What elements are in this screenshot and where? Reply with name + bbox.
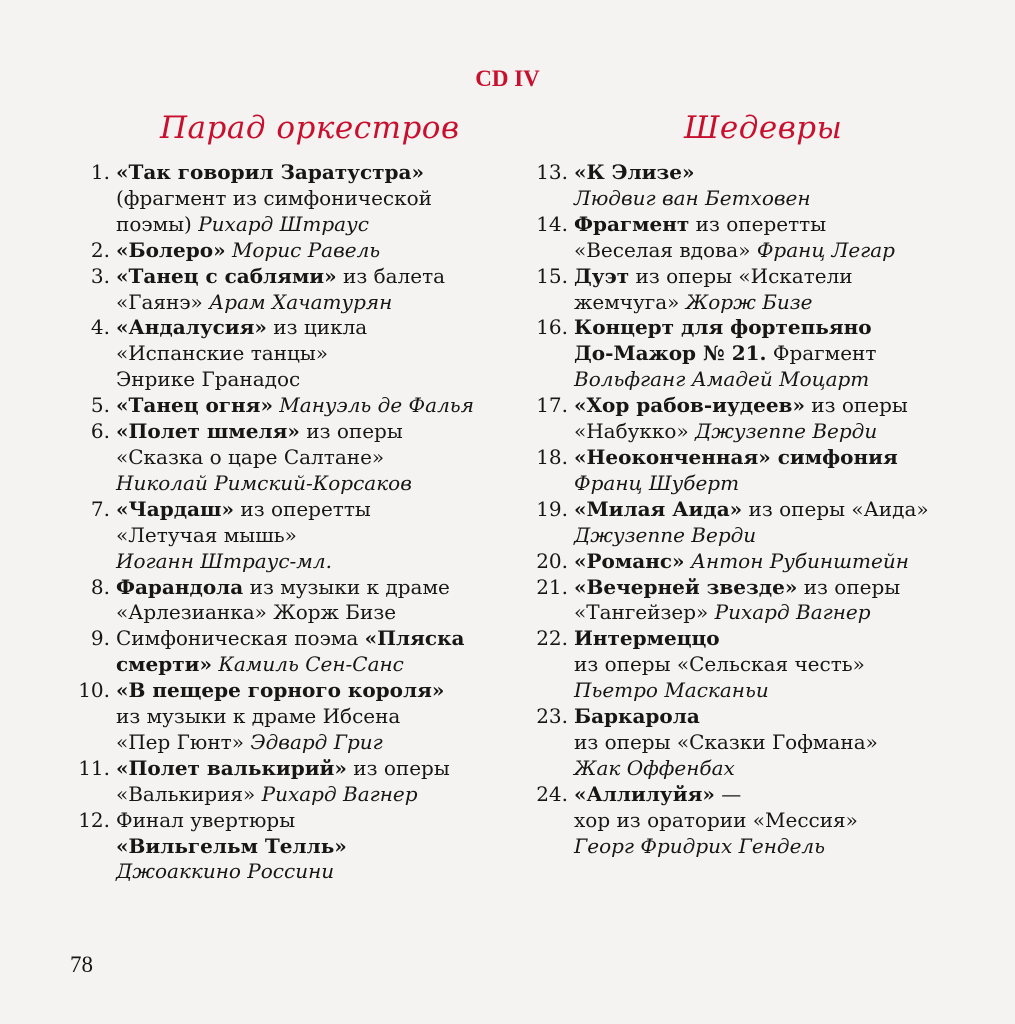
track-line bbox=[116, 782, 515, 808]
track-description bbox=[116, 315, 515, 393]
track-text: жемчуга» bbox=[574, 289, 686, 314]
track-line bbox=[116, 575, 515, 601]
track-line bbox=[574, 419, 980, 445]
track-description bbox=[116, 419, 515, 497]
work-title: «Аллилуйя» bbox=[574, 781, 715, 806]
track-line bbox=[116, 497, 515, 523]
track-text: из оперы bbox=[797, 574, 901, 599]
track-number: 16. bbox=[536, 315, 568, 340]
track-line bbox=[116, 290, 515, 316]
tracklist-left bbox=[70, 160, 515, 885]
track-line bbox=[116, 652, 515, 678]
track-line bbox=[574, 575, 980, 601]
track-number: 8. bbox=[90, 574, 110, 599]
track-number: 11. bbox=[78, 755, 110, 780]
track-number: 3. bbox=[90, 263, 110, 288]
track-line bbox=[116, 238, 515, 264]
track-number: 2. bbox=[90, 237, 110, 262]
composer-name: Рихард Вагнер bbox=[714, 600, 871, 625]
track-item bbox=[70, 808, 515, 886]
track-number: 9. bbox=[90, 626, 110, 651]
track-text: из оперы «Аида» bbox=[742, 496, 929, 521]
work-title: «Танец огня» bbox=[116, 393, 273, 418]
track-number: 1. bbox=[90, 160, 110, 184]
track-number: 12. bbox=[78, 807, 110, 832]
track-text: из оперетты bbox=[689, 211, 827, 236]
track-item bbox=[70, 238, 515, 264]
tracklist-right bbox=[520, 160, 980, 859]
track-description bbox=[116, 264, 515, 316]
track-text: «Пер Гюнт» bbox=[116, 729, 251, 754]
work-title: Интермеццо bbox=[574, 626, 720, 651]
track-text: из оперы bbox=[346, 755, 450, 780]
track-description bbox=[574, 315, 980, 393]
work-title: «Неоконченная» симфония bbox=[574, 444, 898, 469]
track-line bbox=[116, 626, 515, 652]
track-line bbox=[116, 393, 515, 419]
track-item bbox=[520, 393, 980, 445]
work-title: «Вечерней звезде» bbox=[574, 574, 798, 599]
track-line bbox=[574, 238, 980, 264]
work-title: «Так говорил Заратустра» bbox=[116, 160, 424, 184]
track-number: 7. bbox=[90, 496, 110, 521]
track-number: 24. bbox=[536, 781, 568, 806]
track-line bbox=[116, 367, 515, 393]
track-text: из музыки к драме Ибсена bbox=[116, 704, 401, 729]
composer-name: Антон Рубинштейн bbox=[684, 548, 909, 573]
composer-name: Джузеппе Верди bbox=[695, 419, 878, 444]
track-number: 20. bbox=[536, 548, 568, 573]
track-line bbox=[116, 678, 515, 704]
composer-name: Франц Шуберт bbox=[574, 470, 740, 495]
track-text: — bbox=[714, 781, 742, 806]
track-line bbox=[574, 212, 980, 238]
section-heading-parade: Парад оркестров bbox=[160, 110, 460, 146]
work-title: Баркарола bbox=[574, 704, 700, 729]
composer-name: Рихард Вагнер bbox=[261, 781, 418, 806]
track-text: из оперы «Сказки Гофмана» bbox=[574, 729, 878, 754]
work-title: «Чардаш» bbox=[116, 496, 234, 521]
track-line bbox=[116, 600, 515, 626]
composer-name: Пьетро Масканьи bbox=[574, 678, 769, 703]
track-description bbox=[574, 445, 980, 497]
track-line bbox=[116, 315, 515, 341]
track-line bbox=[574, 652, 980, 678]
track-line bbox=[574, 497, 980, 523]
track-item bbox=[70, 419, 515, 497]
track-text: из оперы bbox=[299, 419, 403, 444]
work-title: «Хор рабов-иудеев» bbox=[574, 393, 805, 418]
track-line bbox=[574, 678, 980, 704]
track-line bbox=[116, 808, 515, 834]
track-line bbox=[116, 756, 515, 782]
track-description bbox=[116, 756, 515, 808]
track-text: Фрагмент bbox=[766, 341, 877, 366]
track-description bbox=[574, 212, 980, 264]
track-text: «Арлезианка» Жорж Бизе bbox=[116, 600, 397, 625]
track-line bbox=[574, 264, 980, 290]
work-title: Фарандола bbox=[116, 574, 244, 599]
track-item bbox=[70, 626, 515, 678]
work-title: «Милая Аида» bbox=[574, 496, 743, 521]
track-line bbox=[116, 523, 515, 549]
work-title: смерти» bbox=[116, 652, 212, 677]
track-line bbox=[574, 186, 980, 212]
track-item bbox=[70, 575, 515, 627]
work-title: «Вильгельм Телль» bbox=[116, 833, 347, 858]
track-line bbox=[116, 445, 515, 471]
track-line bbox=[116, 160, 515, 186]
track-item bbox=[70, 393, 515, 419]
track-item bbox=[520, 497, 980, 549]
track-text: из оперы bbox=[804, 393, 908, 418]
track-item bbox=[520, 549, 980, 575]
track-item bbox=[70, 315, 515, 393]
track-description bbox=[574, 393, 980, 445]
track-line bbox=[116, 859, 515, 885]
track-text: «Испанские танцы» bbox=[116, 341, 329, 366]
composer-name: Джузеппе Верди bbox=[574, 522, 757, 547]
composer-name: Арам Хачатурян bbox=[209, 289, 393, 314]
track-item bbox=[520, 212, 980, 264]
track-line bbox=[574, 393, 980, 419]
composer-name: Джоаккино Россини bbox=[116, 859, 335, 884]
track-number: 10. bbox=[78, 678, 110, 703]
composer-name: Камиль Сен-Санс bbox=[212, 652, 404, 677]
track-description bbox=[116, 678, 515, 756]
track-item bbox=[520, 782, 980, 860]
track-description bbox=[574, 575, 980, 627]
track-description bbox=[116, 626, 515, 678]
page-number: 78 bbox=[70, 952, 93, 977]
track-text: из цикла bbox=[266, 315, 368, 340]
composer-name: Мануэль де Фалья bbox=[272, 393, 474, 418]
track-line bbox=[574, 290, 980, 316]
track-number: 17. bbox=[536, 393, 568, 418]
track-text: Энрике Гранадос bbox=[116, 367, 301, 392]
track-text: из оперы «Искатели bbox=[629, 263, 853, 288]
track-number: 21. bbox=[536, 574, 568, 599]
work-title: «Романс» bbox=[574, 548, 685, 573]
work-title: Фрагмент bbox=[574, 211, 690, 236]
track-item bbox=[70, 160, 515, 238]
track-line bbox=[116, 549, 515, 575]
track-line bbox=[574, 471, 980, 497]
composer-name: Жак Оффенбах bbox=[574, 755, 735, 780]
track-text: из балета bbox=[336, 263, 446, 288]
composer-name: Николай Римский-Корсаков bbox=[116, 470, 412, 495]
track-number: 13. bbox=[536, 160, 568, 184]
track-description bbox=[116, 808, 515, 886]
work-title: «Пляска bbox=[364, 626, 465, 651]
work-title: «Полет шмеля» bbox=[116, 419, 300, 444]
track-item bbox=[520, 264, 980, 316]
track-item bbox=[520, 626, 980, 704]
track-description bbox=[574, 160, 980, 212]
track-item bbox=[520, 704, 980, 782]
track-number: 23. bbox=[536, 704, 568, 729]
track-item bbox=[520, 315, 980, 393]
composer-name: Морис Равель bbox=[225, 237, 381, 262]
track-number: 14. bbox=[536, 211, 568, 236]
work-title: «Танец с саблями» bbox=[116, 263, 337, 288]
track-item bbox=[520, 160, 980, 212]
composer-name: Рихард Штраус bbox=[198, 211, 369, 236]
track-description bbox=[574, 497, 980, 549]
track-line bbox=[574, 341, 980, 367]
track-line bbox=[574, 730, 980, 756]
work-title: «Андалусия» bbox=[116, 315, 267, 340]
track-number: 6. bbox=[90, 419, 110, 444]
track-description bbox=[574, 626, 980, 704]
track-line bbox=[574, 704, 980, 730]
track-line bbox=[116, 419, 515, 445]
track-number: 18. bbox=[536, 444, 568, 469]
track-line bbox=[574, 600, 980, 626]
track-text: хор из оратории «Мессия» bbox=[574, 807, 858, 832]
track-description bbox=[116, 497, 515, 575]
cd-title: CD IV bbox=[475, 66, 540, 91]
track-line bbox=[116, 264, 515, 290]
composer-name: Людвиг ван Бетховен bbox=[574, 185, 811, 210]
track-number: 15. bbox=[536, 263, 568, 288]
track-line bbox=[116, 471, 515, 497]
track-line bbox=[574, 523, 980, 549]
track-line bbox=[574, 367, 980, 393]
track-number: 19. bbox=[536, 496, 568, 521]
track-item bbox=[520, 575, 980, 627]
track-number: 22. bbox=[536, 626, 568, 651]
track-text: «Тангейзер» bbox=[574, 600, 715, 625]
track-line bbox=[116, 212, 515, 238]
track-text: Финал увертюры bbox=[116, 807, 296, 832]
track-description bbox=[574, 264, 980, 316]
composer-name: Жорж Бизе bbox=[685, 289, 813, 314]
work-title: «Полет валькирий» bbox=[116, 755, 347, 780]
track-line bbox=[574, 160, 980, 186]
work-title: Концерт для фортепьяно bbox=[574, 315, 872, 340]
track-item bbox=[70, 678, 515, 756]
track-description bbox=[574, 549, 980, 575]
track-text: «Летучая мышь» bbox=[116, 522, 297, 547]
track-description bbox=[116, 575, 515, 627]
track-line bbox=[574, 756, 980, 782]
track-text: «Валькирия» bbox=[116, 781, 262, 806]
track-line bbox=[116, 341, 515, 367]
track-line bbox=[574, 445, 980, 471]
track-line bbox=[574, 834, 980, 860]
track-line bbox=[574, 782, 980, 808]
track-line bbox=[116, 834, 515, 860]
track-text: из музыки к драме bbox=[243, 574, 450, 599]
track-text: «Веселая вдова» bbox=[574, 237, 757, 262]
track-description bbox=[116, 393, 515, 419]
track-item bbox=[70, 264, 515, 316]
track-text: «Сказка о царе Салтане» bbox=[116, 444, 385, 469]
track-line bbox=[574, 626, 980, 652]
track-description bbox=[574, 782, 980, 860]
track-line bbox=[116, 730, 515, 756]
composer-name: Георг Фридрих Гендель bbox=[574, 833, 826, 858]
work-title: Дуэт bbox=[574, 263, 630, 288]
track-description bbox=[116, 160, 515, 238]
section-heading-masterpieces: Шедевры bbox=[684, 110, 843, 146]
track-text: «Гаянэ» bbox=[116, 289, 210, 314]
track-line bbox=[574, 549, 980, 575]
track-item bbox=[70, 756, 515, 808]
track-line bbox=[116, 704, 515, 730]
work-title: «К Элизе» bbox=[574, 160, 695, 184]
composer-name: Вольфганг Амадей Моцарт bbox=[574, 367, 870, 392]
track-description bbox=[116, 238, 515, 264]
composer-name: Эдвард Григ bbox=[250, 729, 383, 754]
composer-name: Франц Легар bbox=[756, 237, 895, 262]
track-text: «Набукко» bbox=[574, 419, 696, 444]
track-item bbox=[70, 497, 515, 575]
work-title: «В пещере горного короля» bbox=[116, 678, 445, 703]
track-line bbox=[574, 808, 980, 834]
track-line bbox=[116, 186, 515, 212]
track-text: из оперетты bbox=[234, 496, 371, 521]
track-number: 5. bbox=[90, 393, 110, 418]
track-text: из оперы «Сельская честь» bbox=[574, 652, 865, 677]
track-text: Симфоническая поэма bbox=[116, 626, 365, 651]
track-item bbox=[520, 445, 980, 497]
track-line bbox=[574, 315, 980, 341]
work-title: До-Мажор № 21. bbox=[574, 341, 767, 366]
track-text: (фрагмент из симфонической bbox=[116, 185, 432, 210]
composer-name: Иоганн Штраус-мл. bbox=[116, 548, 332, 573]
track-text: поэмы) bbox=[116, 211, 199, 236]
track-description bbox=[574, 704, 980, 782]
track-number: 4. bbox=[90, 315, 110, 340]
work-title: «Болеро» bbox=[116, 237, 226, 262]
